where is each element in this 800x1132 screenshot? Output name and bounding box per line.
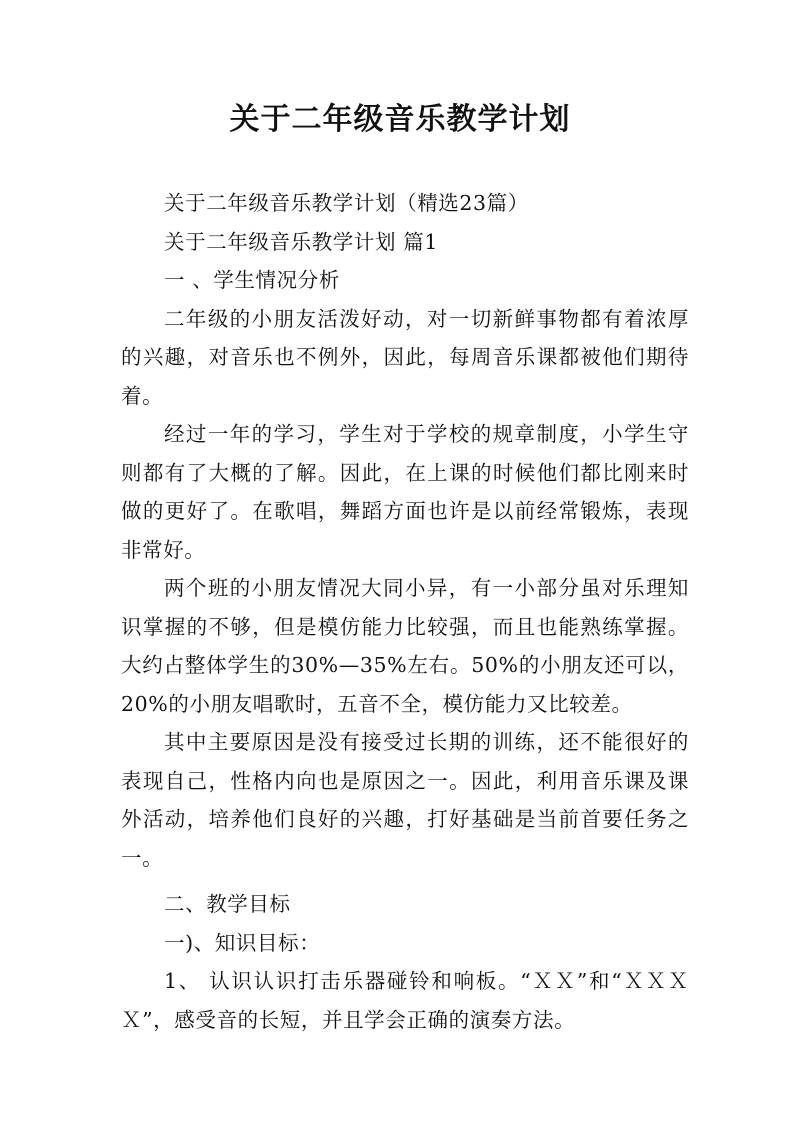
list-item-1: 1、 认识认识打击乐器碰铃和响板。“ＸＸ”和“ＸＸＸＸ”，感受音的长短，并且学会正确的演奏方法。 — [121, 969, 689, 1032]
document-body — [121, 184, 689, 1039]
document-title: 关于二年级音乐教学计划 — [229, 102, 571, 137]
paragraph-4: 其中主要原因是没有接受过长期的训练，还不能很好的表现自己，性格内向也是原因之一。因此，利用音乐课及课外活动，培养他们良好的兴趣，打好基础是当前首要任务之一。 — [121, 730, 689, 870]
document-subtitle: 关于二年级音乐教学计划（精选23篇） — [164, 191, 529, 215]
paragraph-3: 两个班的小朋友情况大同小异，有一小部分虽对乐理知识掌握的不够，但是模仿能力比较强，而且也能熟练掌握。大约占整体学生的30%—35%左右。50%的小朋友还可以，20%的小朋友唱歌时，五音不全，模仿能力又比较差。 — [121, 576, 689, 716]
paragraph-1: 二年级的小朋友活泼好动，对一切新鲜事物都有着浓厚的兴趣，对音乐也不例外，因此，每周音乐课都被他们期待着。 — [121, 306, 689, 408]
subsection-heading: 一)、知识目标： — [164, 930, 321, 955]
paragraph-2: 经过一年的学习，学生对于学校的规章制度，小学生守则都有了大概的了解。因此，在上课的时候他们都比刚来时做的更好了。在歌唱，舞蹈方面也许是以前经常锻炼，表现非常好。 — [121, 422, 689, 562]
section-heading-1: 一 、学生情况分析 — [164, 268, 340, 292]
section-heading-2: 二、教学目标 — [164, 892, 291, 916]
part-heading: 关于二年级音乐教学计划 篇1 — [164, 229, 438, 254]
spacer — [121, 877, 689, 885]
